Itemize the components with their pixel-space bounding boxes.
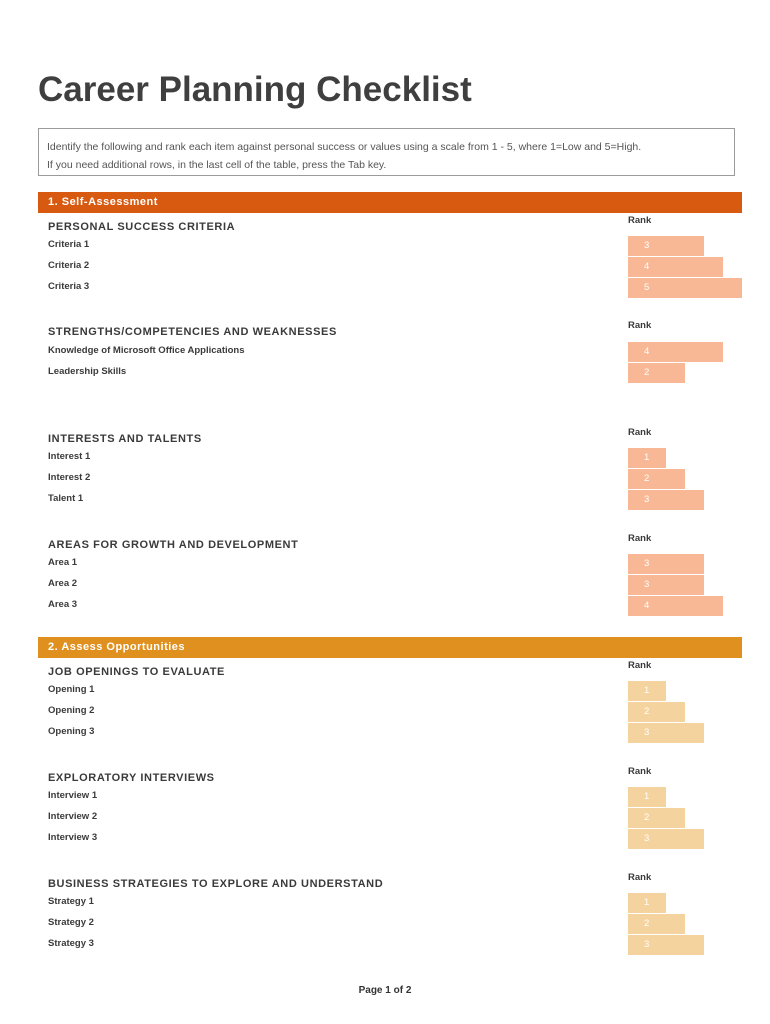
table-row[interactable] (38, 574, 742, 595)
table-row[interactable] (38, 256, 742, 277)
row-label: Strategy 3 (48, 938, 94, 949)
group-heading: PERSONAL SUCCESS CRITERIA (48, 221, 236, 233)
section-header-assess-opportunities: 2. Assess Opportunities (38, 637, 742, 658)
row-label: Criteria 2 (48, 260, 90, 271)
rank-bar[interactable]: 3 (628, 829, 704, 849)
rank-bar[interactable]: 2 (628, 914, 685, 934)
table-row[interactable] (38, 235, 742, 256)
table-row[interactable] (38, 913, 742, 934)
row-label: Strategy 1 (48, 896, 94, 907)
rank-bar[interactable]: 5 (628, 278, 742, 298)
row-label: Interview 2 (48, 811, 98, 822)
rank-bar[interactable]: 4 (628, 257, 723, 277)
page-number: Page 1 of 2 (358, 985, 412, 996)
row-label: Area 3 (48, 599, 78, 610)
table-row[interactable] (38, 468, 742, 489)
group-heading: BUSINESS STRATEGIES TO EXPLORE AND UNDERSTAND (48, 878, 384, 890)
row-label: Opening 3 (48, 726, 95, 737)
table-row[interactable] (38, 277, 742, 298)
rank-bar[interactable]: 1 (628, 893, 666, 913)
table-row[interactable] (38, 680, 742, 701)
row-label: Talent 1 (48, 493, 84, 504)
rank-column-label: Rank (628, 215, 652, 226)
rank-bar[interactable]: 1 (628, 681, 666, 701)
rank-bar[interactable]: 1 (628, 787, 666, 807)
row-label: Strategy 2 (48, 917, 94, 928)
rank-bar[interactable]: 3 (628, 935, 704, 955)
page-title: Career Planning Checklist (38, 70, 472, 109)
rank-bar[interactable]: 3 (628, 490, 704, 510)
rank-bar[interactable]: 2 (628, 469, 685, 489)
rank-bar[interactable]: 2 (628, 363, 685, 383)
table-row[interactable] (38, 722, 742, 743)
table-row[interactable] (38, 828, 742, 849)
row-label: Area 1 (48, 557, 78, 568)
rank-column-label: Rank (628, 766, 652, 777)
rank-column-label: Rank (628, 872, 652, 883)
group-heading: JOB OPENINGS TO EVALUATE (48, 666, 225, 678)
table-row[interactable] (38, 553, 742, 574)
row-label: Criteria 3 (48, 281, 90, 292)
instructions-line-1: Identify the following and rank each item against personal success or values using a scale from 1 - 5, where 1=Low and 5=High. (47, 141, 642, 153)
table-row[interactable] (38, 341, 742, 362)
rank-bar[interactable]: 3 (628, 723, 704, 743)
rank-column-label: Rank (628, 427, 652, 438)
table-row[interactable] (38, 807, 742, 828)
row-label: Opening 1 (48, 684, 95, 695)
rank-bar[interactable]: 2 (628, 702, 685, 722)
section-header-self-assessment: 1. Self-Assessment (38, 192, 742, 213)
rank-bar[interactable]: 3 (628, 554, 704, 574)
table-row[interactable] (38, 595, 742, 616)
row-label: Interest 2 (48, 472, 91, 483)
row-label: Knowledge of Microsoft Office Applications (48, 345, 245, 356)
instructions-line-2: If you need additional rows, in the last cell of the table, press the Tab key. (47, 159, 387, 171)
group-heading: INTERESTS AND TALENTS (48, 433, 202, 445)
table-row[interactable] (38, 786, 742, 807)
rank-bar[interactable]: 3 (628, 575, 704, 595)
table-row[interactable] (38, 934, 742, 955)
row-label: Area 2 (48, 578, 78, 589)
rank-bar[interactable]: 3 (628, 236, 704, 256)
instructions-box (38, 128, 735, 176)
row-label: Opening 2 (48, 705, 95, 716)
rank-bar[interactable]: 2 (628, 808, 685, 828)
row-label: Interview 1 (48, 790, 98, 801)
row-label: Interest 1 (48, 451, 91, 462)
rank-column-label: Rank (628, 660, 652, 671)
table-row[interactable] (38, 701, 742, 722)
table-row[interactable] (38, 489, 742, 510)
group-heading: EXPLORATORY INTERVIEWS (48, 772, 215, 784)
table-row[interactable] (38, 362, 742, 383)
rank-bar[interactable]: 4 (628, 596, 723, 616)
rank-column-label: Rank (628, 320, 652, 331)
row-label: Leadership Skills (48, 366, 127, 377)
group-heading: AREAS FOR GROWTH AND DEVELOPMENT (48, 539, 299, 551)
row-label: Criteria 1 (48, 239, 90, 250)
rank-bar[interactable]: 1 (628, 448, 666, 468)
table-row[interactable] (38, 447, 742, 468)
rank-bar[interactable]: 4 (628, 342, 723, 362)
row-label: Interview 3 (48, 832, 98, 843)
group-heading: STRENGTHS/COMPETENCIES AND WEAKNESSES (48, 326, 337, 338)
table-row[interactable] (38, 892, 742, 913)
rank-column-label: Rank (628, 533, 652, 544)
